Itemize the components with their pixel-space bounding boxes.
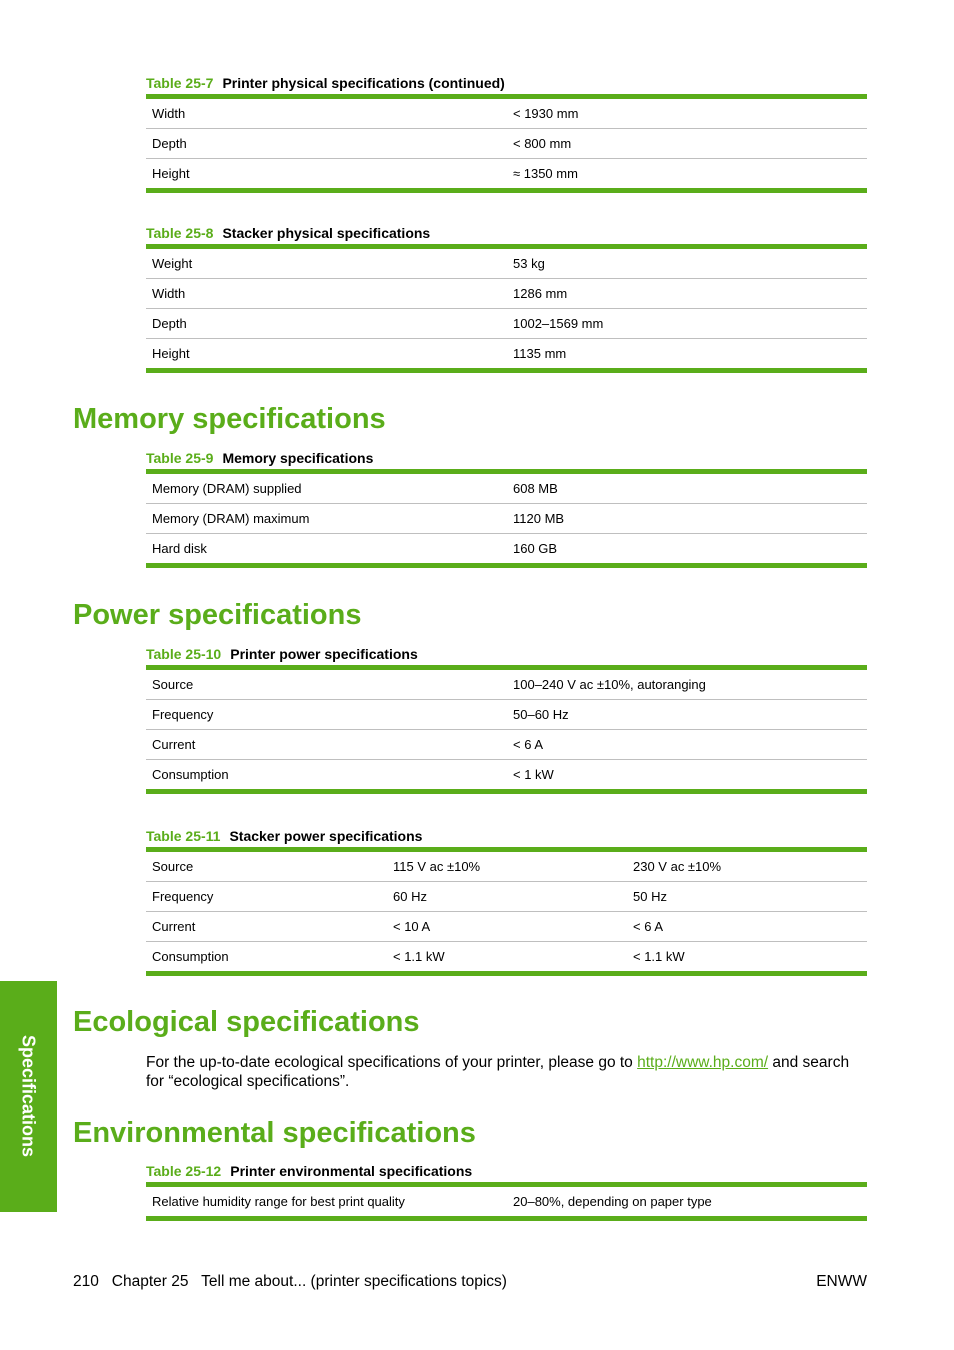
- row-value: 50–60 Hz: [513, 707, 569, 722]
- table-title: Printer power specifications: [230, 646, 418, 662]
- table-number: Table 25-9: [146, 450, 214, 466]
- table-row: [146, 533, 867, 563]
- row-value-115v: < 10 A: [393, 919, 431, 934]
- row-label: Frequency: [152, 889, 214, 904]
- power-heading: Power specifications: [73, 599, 362, 631]
- row-label: Depth: [152, 316, 187, 331]
- table-row: [146, 503, 867, 533]
- table-number: Table 25-11: [146, 828, 221, 844]
- table-row: [146, 1187, 867, 1216]
- footer-chapter: Chapter 25: [111, 1273, 189, 1290]
- table-row: [146, 881, 867, 911]
- row-value-230v: < 6 A: [633, 919, 663, 934]
- table-number: Table 25-12: [146, 1163, 222, 1179]
- row-value-115v: < 1.1 kW: [393, 949, 445, 964]
- environmental-heading: Environmental specifications: [73, 1117, 476, 1149]
- row-label: Consumption: [152, 767, 229, 782]
- table-stacker-physical: [146, 244, 867, 373]
- table-row: [146, 308, 867, 338]
- memory-heading: Memory specifications: [73, 403, 386, 435]
- ecological-heading: Ecological specifications: [73, 1006, 420, 1038]
- row-label: Width: [152, 106, 186, 121]
- row-label: Current: [152, 737, 196, 752]
- table-row: [146, 852, 867, 881]
- table-number: Table 25-8: [146, 225, 214, 241]
- row-value-115v: 115 V ac ±10%: [393, 859, 481, 874]
- table-number: Table 25-7: [146, 75, 214, 91]
- row-label: Source: [152, 677, 194, 692]
- footer-right: ENWW: [816, 1273, 867, 1290]
- table-title: Memory specifications: [222, 450, 374, 466]
- row-label: Depth: [152, 136, 187, 151]
- row-value: < 800 mm: [513, 136, 572, 151]
- row-label: Consumption: [152, 949, 229, 964]
- row-value: 160 GB: [513, 541, 558, 556]
- paragraph-text: For the up-to-date ecological specifications of your printer, please go to: [146, 1054, 638, 1071]
- table-printer-environmental: [146, 1182, 867, 1221]
- table-row: [146, 474, 867, 503]
- table-row: [146, 699, 867, 729]
- table-row: [146, 158, 867, 188]
- footer-chapter-title: Tell me about... (printer specifications topics): [201, 1273, 507, 1290]
- table-row: [146, 278, 867, 308]
- row-label: Frequency: [152, 707, 214, 722]
- table-stacker-power: [146, 847, 867, 976]
- row-value: 100–240 V ac ±10%, autoranging: [513, 677, 706, 692]
- table-printer-physical: [146, 94, 867, 193]
- row-label: Hard disk: [152, 541, 207, 556]
- row-value: < 1 kW: [513, 767, 554, 782]
- hp-link[interactable]: http://www.hp.com/: [637, 1054, 769, 1071]
- row-value: 1002–1569 mm: [513, 316, 604, 331]
- paragraph-text: and search for “ecological specifications”.: [146, 1054, 850, 1090]
- table-row: [146, 99, 867, 128]
- row-value: < 1930 mm: [513, 106, 579, 121]
- row-label: Current: [152, 919, 196, 934]
- row-label: Height: [152, 166, 190, 181]
- row-value: 1286 mm: [513, 286, 568, 301]
- table-title: Printer environmental specifications: [230, 1163, 473, 1179]
- row-label: Source: [152, 859, 194, 874]
- table-printer-power: [146, 665, 867, 794]
- row-label: Relative humidity range for best print quality: [152, 1194, 405, 1209]
- table-caption: [146, 225, 430, 241]
- table-caption: [146, 75, 505, 91]
- row-label: Height: [152, 346, 190, 361]
- row-label: Width: [152, 286, 186, 301]
- ecological-paragraph: [146, 1053, 871, 1091]
- table-memory: [146, 469, 867, 568]
- table-title: Stacker physical specifications: [222, 225, 431, 241]
- row-value-230v: 230 V ac ±10%: [633, 859, 722, 874]
- row-value: < 6 A: [513, 737, 543, 752]
- row-label: Weight: [152, 256, 193, 271]
- row-value-230v: < 1.1 kW: [633, 949, 685, 964]
- row-value: 20–80%, depending on paper type: [513, 1194, 712, 1209]
- table-caption: [146, 450, 373, 466]
- row-label: Memory (DRAM) supplied: [152, 481, 302, 496]
- table-title: Stacker power specifications: [229, 828, 423, 844]
- table-caption: [146, 1163, 472, 1179]
- table-caption: [146, 828, 422, 844]
- row-value-115v: 60 Hz: [393, 889, 427, 904]
- table-row: [146, 911, 867, 941]
- section-side-tab: [0, 981, 57, 1212]
- table-row: [146, 338, 867, 368]
- row-value: 608 MB: [513, 481, 558, 496]
- table-caption: [146, 646, 418, 662]
- table-row: [146, 729, 867, 759]
- row-value-230v: 50 Hz: [633, 889, 667, 904]
- row-value: 1120 MB: [513, 511, 565, 526]
- table-row: [146, 670, 867, 699]
- table-row: [146, 941, 867, 971]
- row-value: ≈ 1350 mm: [513, 166, 578, 181]
- table-row: [146, 249, 867, 278]
- table-row: [146, 759, 867, 789]
- table-number: Table 25-10: [146, 646, 222, 662]
- page-number: 210: [73, 1273, 99, 1290]
- row-label: Memory (DRAM) maximum: [152, 511, 310, 526]
- footer-left: [73, 1273, 507, 1291]
- table-title: Printer physical specifications (continued): [222, 75, 505, 91]
- row-value: 1135 mm: [513, 346, 567, 361]
- side-tab-label: Specifications: [18, 1034, 39, 1158]
- row-value: 53 kg: [513, 256, 545, 271]
- table-row: [146, 128, 867, 158]
